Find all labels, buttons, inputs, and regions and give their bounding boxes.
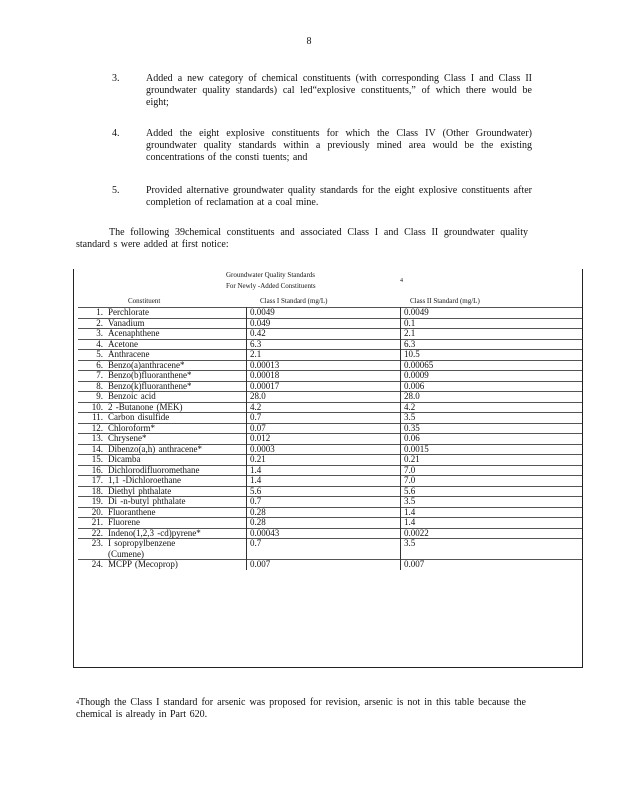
table-row	[74, 412, 582, 423]
constituent-name: Acetone	[108, 338, 138, 349]
table-row	[74, 360, 582, 371]
cell-class-i	[246, 486, 401, 497]
class-ii-value: 0.006	[404, 380, 425, 391]
class-ii-value: 3.5	[404, 496, 416, 506]
class-i-value: 0.0003	[250, 443, 275, 454]
list-item-text: Added the eight explosive constituents for which the Class IV (Other Groundwater) groundwater quality standards within a previously mined area would be the existing concentrations of the consti tuents; and	[146, 128, 532, 163]
cell-class-ii	[400, 454, 582, 465]
class-ii-value: 10.5	[404, 349, 420, 359]
cell-constituent	[78, 349, 247, 360]
row-number: 12.	[91, 422, 103, 433]
class-ii-value: 0.1	[404, 317, 416, 328]
cell-class-i	[246, 538, 401, 559]
cell-constituent	[78, 559, 247, 570]
footnote-text: Though the Class I standard for arsenic was proposed for revision, arsenic is not in this table because the chemical is already in Part 620.	[76, 697, 526, 720]
class-i-value: 0.42	[250, 328, 266, 338]
row-number: 11.	[92, 412, 103, 422]
page-number: 8	[306, 36, 312, 47]
cell-class-i	[246, 402, 401, 413]
class-ii-value: 0.06	[404, 433, 420, 443]
cell-class-ii	[400, 559, 582, 570]
cell-class-i	[246, 412, 401, 423]
cell-constituent	[78, 444, 247, 455]
class-i-value: 4.2	[250, 401, 262, 412]
class-ii-value: 0.0022	[404, 527, 429, 538]
row-number: 15.	[91, 454, 103, 464]
table-title-line1: Groundwater Quality Standards	[226, 271, 316, 279]
cell-class-i	[246, 307, 401, 318]
cell-class-i	[246, 559, 401, 570]
table-row	[74, 318, 582, 329]
class-i-value: 0.28	[250, 506, 266, 517]
constituent-name: 2 -Butanone (MEK)	[108, 401, 183, 412]
constituent-name: Di -n-butyl phthalate	[108, 496, 186, 506]
cell-class-ii	[400, 475, 582, 486]
cell-class-i	[246, 465, 401, 476]
cell-constituent	[78, 360, 247, 371]
cell-class-ii	[400, 328, 582, 339]
table-row	[74, 475, 582, 486]
cell-constituent	[78, 538, 247, 559]
row-number: 24.	[91, 559, 103, 569]
cell-constituent	[78, 370, 247, 381]
class-i-value: 0.7	[250, 538, 262, 548]
row-number: 19.	[91, 496, 103, 506]
table-row	[74, 559, 582, 570]
cell-class-ii	[400, 486, 582, 497]
cell-class-i	[246, 496, 401, 507]
cell-class-ii	[400, 339, 582, 350]
table-row	[74, 328, 582, 339]
table-row	[74, 339, 582, 350]
cell-constituent	[78, 307, 247, 318]
list-item-number: 3.	[112, 73, 120, 84]
class-ii-value: 4.2	[404, 401, 416, 412]
class-i-value: 6.3	[250, 338, 262, 349]
class-ii-value: 0.007	[404, 559, 425, 569]
class-i-value: 0.28	[250, 517, 266, 527]
cell-class-ii	[400, 318, 582, 329]
cell-constituent	[78, 486, 247, 497]
cell-class-ii	[400, 528, 582, 539]
table-row	[74, 528, 582, 539]
cell-constituent	[78, 496, 247, 507]
table-row	[74, 423, 582, 434]
cell-class-ii	[400, 412, 582, 423]
cell-class-ii	[400, 538, 582, 559]
table-row	[74, 465, 582, 476]
constituent-name: Chrysene*	[108, 433, 147, 443]
class-ii-value: 0.0009	[404, 370, 429, 380]
list-item-number: 4.	[112, 128, 120, 139]
constituent-name: Indeno(1,2,3 -cd)pyrene*	[108, 527, 201, 538]
cell-constituent	[78, 412, 247, 423]
column-header-class-i: Class I Standard (mg/L)	[260, 297, 328, 305]
cell-constituent	[78, 339, 247, 350]
class-ii-value: 6.3	[404, 338, 416, 349]
table-title-footnote-marker: 4	[400, 278, 403, 284]
class-ii-value: 0.21	[404, 454, 420, 464]
cell-class-i	[246, 528, 401, 539]
cell-class-i	[246, 507, 401, 518]
class-i-value: 0.00013	[250, 359, 280, 370]
table-row	[74, 307, 582, 318]
column-header-constituent: Constituent	[128, 297, 161, 305]
constituent-name: Dibenzo(a,h) anthracene*	[108, 443, 202, 454]
row-number: 6.	[96, 359, 103, 370]
table-row	[74, 391, 582, 402]
class-i-value: 0.21	[250, 454, 266, 464]
cell-constituent	[78, 381, 247, 392]
class-i-value: 0.049	[250, 317, 271, 328]
cell-constituent	[78, 517, 247, 528]
cell-class-i	[246, 328, 401, 339]
row-number: 8.	[96, 380, 103, 391]
cell-constituent	[78, 528, 247, 539]
footnote	[76, 697, 526, 721]
class-ii-value: 28.0	[404, 391, 420, 401]
cell-class-i	[246, 349, 401, 360]
class-i-value: 0.00043	[250, 527, 280, 538]
row-number: 14.	[91, 443, 103, 454]
row-number: 22.	[91, 527, 103, 538]
constituent-name: Vanadium	[108, 317, 145, 328]
row-number: 3.	[96, 328, 103, 338]
class-ii-value: 0.0015	[404, 443, 429, 454]
cell-class-ii	[400, 496, 582, 507]
class-i-value: 0.00018	[250, 370, 280, 380]
cell-constituent	[78, 507, 247, 518]
constituent-name: Carbon disulfide	[108, 412, 170, 422]
cell-class-i	[246, 475, 401, 486]
cell-class-i	[246, 381, 401, 392]
constituent-name: Chloroform*	[108, 422, 155, 433]
class-i-value: 2.1	[250, 349, 262, 359]
constituent-name: Anthracene	[108, 349, 150, 359]
table-row	[74, 349, 582, 360]
cell-class-ii	[400, 507, 582, 518]
table-row	[74, 507, 582, 518]
constituent-name: Acenaphthene	[108, 328, 160, 338]
cell-class-i	[246, 454, 401, 465]
cell-class-ii	[400, 465, 582, 476]
class-ii-value: 3.5	[404, 412, 416, 422]
class-ii-value: 3.5	[404, 538, 416, 548]
list-item-text: Added a new category of chemical constituents (with corresponding Class I and Class II groundwater quality standards) cal led“explosive constituents,” of which there would be eight;	[146, 73, 532, 108]
constituent-name: 1,1 -Dichloroethane	[108, 475, 181, 485]
cell-class-ii	[400, 433, 582, 444]
table-row	[74, 381, 582, 392]
row-number: 1.	[96, 307, 103, 317]
constituent-name: Diethyl phthalate	[108, 485, 172, 496]
table-row	[74, 433, 582, 444]
constituent-name: Benzo(b)fluoranthene*	[108, 370, 192, 380]
list-item-number: 5.	[112, 185, 120, 196]
cell-class-i	[246, 370, 401, 381]
cell-class-ii	[400, 381, 582, 392]
class-i-value: 0.00017	[250, 380, 280, 391]
cell-class-i	[246, 444, 401, 455]
row-number: 23.	[91, 538, 103, 548]
constituent-name: I sopropylbenzene	[108, 538, 176, 548]
cell-class-ii	[400, 370, 582, 381]
class-ii-value: 0.0049	[404, 307, 429, 317]
table-row	[74, 370, 582, 381]
row-number: 4.	[96, 338, 103, 349]
table-row	[74, 444, 582, 455]
table-row	[74, 517, 582, 528]
table-row	[74, 496, 582, 507]
cell-class-i	[246, 517, 401, 528]
standards-table	[73, 269, 583, 668]
row-number: 16.	[91, 464, 103, 475]
cell-class-ii	[400, 360, 582, 371]
cell-class-ii	[400, 517, 582, 528]
class-i-value: 0.7	[250, 412, 262, 422]
cell-constituent	[78, 454, 247, 465]
constituent-name: Fluorene	[108, 517, 140, 527]
class-ii-value: 7.0	[404, 475, 416, 485]
row-number: 9.	[96, 391, 103, 401]
class-i-value: 0.0049	[250, 307, 275, 317]
class-i-value: 28.0	[250, 391, 266, 401]
cell-constituent	[78, 402, 247, 413]
table-row	[74, 454, 582, 465]
cell-class-ii	[400, 307, 582, 318]
row-number: 13.	[91, 433, 103, 443]
constituent-name-continued: (Cumene)	[108, 548, 144, 559]
cell-class-i	[246, 339, 401, 350]
class-ii-value: 0.00065	[404, 359, 434, 370]
class-i-value: 0.7	[250, 496, 262, 506]
class-ii-value: 7.0	[404, 464, 416, 475]
class-ii-value: 1.4	[404, 517, 416, 527]
constituent-name: Perchlorate	[108, 307, 149, 317]
constituent-name: Benzo(k)fluoranthene*	[108, 380, 192, 391]
class-i-value: 0.07	[250, 422, 266, 433]
cell-class-i	[246, 360, 401, 371]
cell-class-i	[246, 433, 401, 444]
constituent-name: Dichlorodifluoromethane	[108, 464, 200, 475]
cell-class-ii	[400, 402, 582, 413]
cell-class-i	[246, 423, 401, 434]
cell-constituent	[78, 475, 247, 486]
cell-constituent	[78, 465, 247, 476]
class-i-value: 1.4	[250, 475, 262, 485]
class-ii-value: 2.1	[404, 328, 416, 338]
cell-constituent	[78, 423, 247, 434]
footnote-marker: 4	[76, 700, 79, 706]
constituent-name: Fluoranthene	[108, 506, 156, 517]
class-ii-value: 0.35	[404, 422, 420, 433]
table-title-line2: For Newly -Added Constituents	[226, 282, 316, 290]
row-number: 2.	[96, 317, 103, 328]
cell-constituent	[78, 433, 247, 444]
column-header-class-ii: Class II Standard (mg/L)	[410, 297, 480, 305]
cell-constituent	[78, 318, 247, 329]
intro-paragraph: The following 39chemical constituents and associated Class I and Class II groundwater quality standard s were added at first notice:	[76, 227, 528, 250]
class-i-value: 1.4	[250, 464, 262, 475]
list-item-text: Provided alternative groundwater quality standards for the eight explosive constituents after completion of reclamation at a coal mine.	[146, 185, 532, 208]
cell-constituent	[78, 391, 247, 402]
table-row	[74, 402, 582, 413]
cell-class-i	[246, 318, 401, 329]
cell-class-ii	[400, 391, 582, 402]
row-number: 20.	[91, 506, 103, 517]
row-number: 21.	[91, 517, 103, 527]
row-number: 17.	[91, 475, 103, 485]
class-i-value: 0.007	[250, 559, 271, 569]
cell-class-i	[246, 391, 401, 402]
row-number: 5.	[96, 349, 103, 359]
class-ii-value: 1.4	[404, 506, 416, 517]
class-ii-value: 5.6	[404, 485, 416, 496]
class-i-value: 5.6	[250, 485, 262, 496]
table-row	[74, 486, 582, 497]
cell-class-ii	[400, 423, 582, 434]
class-i-value: 0.012	[250, 433, 271, 443]
cell-constituent	[78, 328, 247, 339]
constituent-name: Benzo(a)anthracene*	[108, 359, 185, 370]
constituent-name: Dicamba	[108, 454, 141, 464]
constituent-name: Benzoic acid	[108, 391, 156, 401]
row-number: 7.	[96, 370, 103, 380]
cell-class-ii	[400, 444, 582, 455]
row-number: 10.	[91, 401, 103, 412]
table-row	[74, 538, 582, 559]
cell-class-ii	[400, 349, 582, 360]
row-number: 18.	[91, 485, 103, 496]
constituent-name: MCPP (Mecoprop)	[108, 559, 178, 569]
